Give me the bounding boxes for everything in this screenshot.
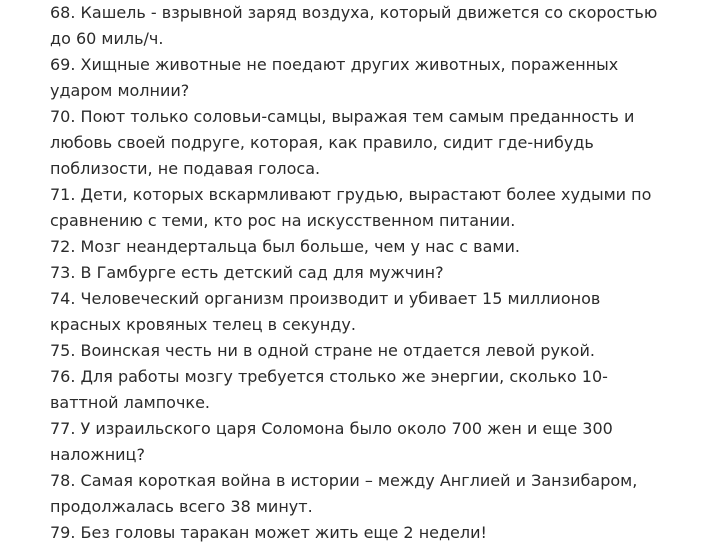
text-line: красных кровяных телец в секунду. xyxy=(50,315,356,334)
text-line: сравнению с теми, кто рос на искусственном питании. xyxy=(50,211,516,230)
text-line: 70. Поют только соловьи-самцы, выражая тем самым преданность и xyxy=(50,107,635,126)
text-line: 69. Хищные животные не поедают других животных, пораженных xyxy=(50,55,619,74)
text-line: ударом молнии? xyxy=(50,81,190,100)
text-line: 72. Мозг неандертальца был больше, чем у нас с вами. xyxy=(50,237,520,256)
text-line: ваттной лампочке. xyxy=(50,393,211,412)
text-line: 71. Дети, которых вскармливают грудью, вырастают более худыми по xyxy=(50,185,652,204)
text-line: 76. Для работы мозгу требуется столько же энергии, сколько 10- xyxy=(50,367,608,386)
facts-text xyxy=(50,0,690,546)
text-line: 78. Самая короткая война в истории – между Англией и Занзибаром, xyxy=(50,471,638,490)
text-line: наложниц? xyxy=(50,445,145,464)
text-line: 79. Без головы таракан может жить еще 2 недели! xyxy=(50,523,487,542)
text-line: 68. Кашель - взрывной заряд воздуха, который движется со скоростью xyxy=(50,3,658,22)
text-line: продолжалась всего 38 минут. xyxy=(50,497,313,516)
text-line: 74. Человеческий организм производит и убивает 15 миллионов xyxy=(50,289,601,308)
text-line: 73. В Гамбурге есть детский сад для мужчин? xyxy=(50,263,444,282)
text-line: 75. Воинская честь ни в одной стране не отдается левой рукой. xyxy=(50,341,595,360)
text-line: любовь своей подруге, которая, как правило, сидит где-нибудь xyxy=(50,133,594,152)
text-line: поблизости, не подавая голоса. xyxy=(50,159,321,178)
text-line: 77. У израильского царя Соломона было около 700 жен и еще 300 xyxy=(50,419,613,438)
text-line: до 60 миль/ч. xyxy=(50,29,164,48)
